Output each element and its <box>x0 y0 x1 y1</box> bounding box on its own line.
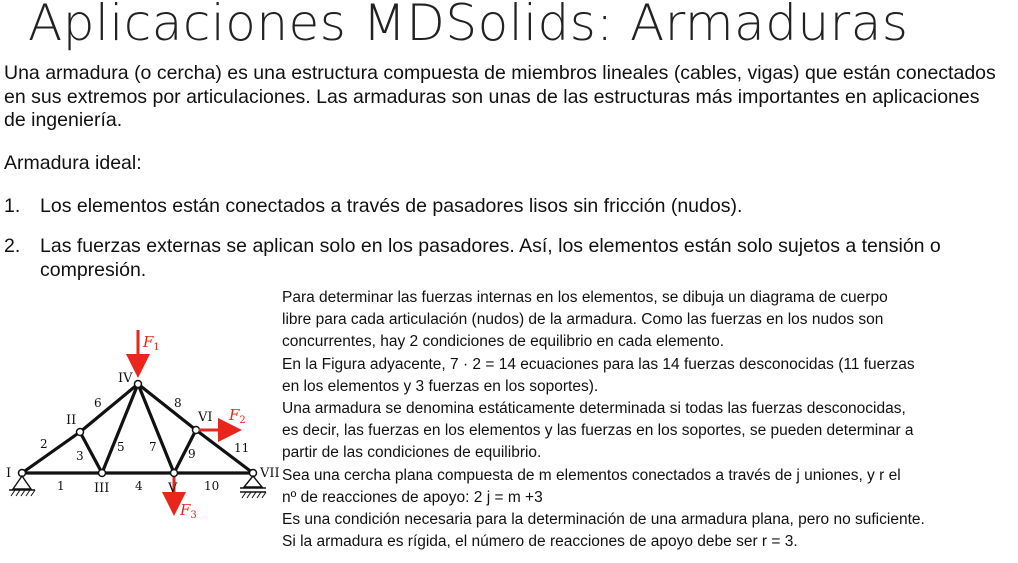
side-line: nº de reacciones de apoyo: 2 j = m +3 <box>282 488 543 506</box>
list-text: Los elementos están conectados a través de pasadores lisos sin fricción (nudos). <box>40 195 743 217</box>
side-line: Si la armadura es rígida, el número de reacciones de apoyo debe ser r = 3. <box>282 533 798 551</box>
list-number: 1. <box>4 195 21 217</box>
joint-VI <box>193 427 200 434</box>
node-label: IV <box>118 371 133 386</box>
member-label: 2 <box>40 437 48 451</box>
member-label: 1 <box>57 479 65 493</box>
node-label: III <box>94 481 110 496</box>
side-line: En la Figura adyacente, 7 · 2 = 14 ecuaciones para las 14 fuerzas desconocidas (11 fuerzas <box>282 355 915 373</box>
node-label: I <box>6 466 12 481</box>
member-label: 4 <box>135 479 143 493</box>
member-label: 7 <box>149 440 157 454</box>
joint-II <box>77 429 84 436</box>
member-label: 3 <box>76 449 84 463</box>
joint-III <box>99 470 106 477</box>
side-line: libre para cada articulación (nudos) de la armadura. Como las fuerzas en los nudos son <box>282 311 884 329</box>
member-2 <box>22 432 80 473</box>
joint-IV <box>135 381 142 388</box>
truss-diagram <box>0 320 282 563</box>
list-text: Las fuerzas externas se aplican solo en los pasadores. Así, los elementos están solo sujetos a tensión o compresión. <box>40 235 941 281</box>
member-label: 9 <box>188 447 196 461</box>
member-label: 8 <box>174 396 182 410</box>
node-label: VII <box>260 466 280 481</box>
node-label: II <box>66 413 77 428</box>
intro-paragraph: Una armadura (o cercha) es una estructura compuesta de miembros lineales (cables, vigas) que están conectados en sus extremos por articulaciones. Las armaduras son unas de las estructuras más importantes en aplicaciones de ingeniería. <box>4 62 996 131</box>
side-line: Es una condición necesaria para la determinación de una armadura plana, pero no suficiente. <box>282 511 925 529</box>
member-label: 5 <box>117 440 125 454</box>
side-line: en los elementos y 3 fuerzas en los soportes). <box>282 377 599 395</box>
side-line: Sea una cercha plana compuesta de m elementos conectados a través de j uniones, y r el <box>282 466 901 484</box>
force-F3-label: $F_3$ <box>180 501 197 521</box>
force-F2-label: $F_2$ <box>229 406 246 426</box>
node-label: V <box>168 481 178 496</box>
node-label: VI <box>198 410 213 425</box>
side-text-block <box>282 287 1017 553</box>
list-number: 2. <box>4 235 21 257</box>
member-label: 6 <box>94 396 102 410</box>
joint-V <box>171 470 178 477</box>
slide-title: Aplicaciones MDSolids: Armaduras <box>28 0 909 52</box>
pin-support <box>9 476 35 496</box>
side-line: Una armadura se denomina estáticamente determinada si todas las fuerzas desconocidas, <box>282 400 906 418</box>
force-F1-label: $F_1$ <box>143 333 160 353</box>
member-label: 11 <box>234 441 250 455</box>
ideal-heading: Armadura ideal: <box>4 152 142 174</box>
side-line: es decir, las fuerzas en los elementos y las fuerzas en los soportes, se pueden determinar a <box>282 422 914 440</box>
member-label: 10 <box>204 479 220 493</box>
side-line: partir de las condiciones de equilibrio. <box>282 444 542 462</box>
side-line: Para determinar las fuerzas internas en los elementos, se dibuja un diagrama de cuerpo <box>282 289 888 306</box>
side-line: concurrentes, hay 2 condiciones de equilibrio en cada elemento. <box>282 333 725 351</box>
